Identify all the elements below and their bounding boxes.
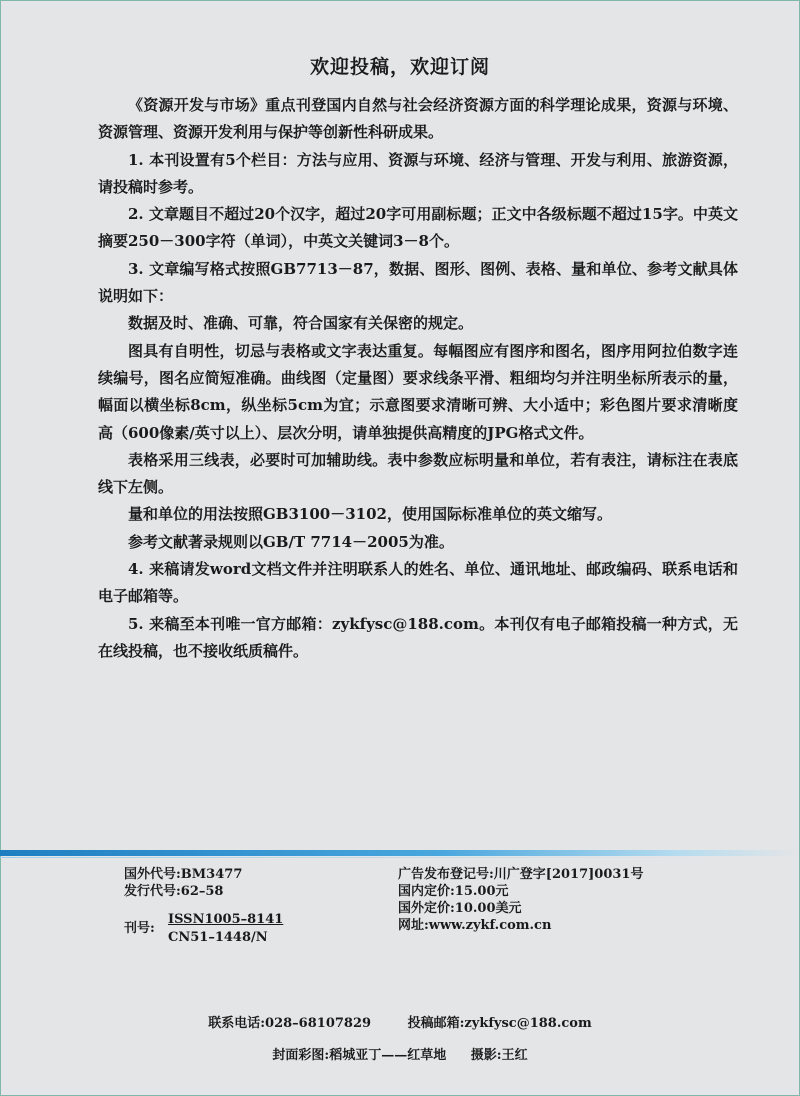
- ad-registration: 广告发布登记号:川广登字[2017]0031号: [398, 867, 644, 882]
- foreign-code: 国外代号:BM3477: [124, 867, 243, 882]
- domestic-price: 国内定价:15.00元: [398, 884, 509, 899]
- footer-divider: [0, 850, 800, 856]
- pricing-block: [398, 866, 643, 934]
- cn-number: CN51–1448/N: [168, 930, 268, 945]
- paragraph-references: 参考文献著录规则以GB/T 7714－2005为准。: [128, 532, 454, 551]
- issn-label: 刊号:: [124, 921, 155, 936]
- contact-email: 投稿邮箱:zykfysc@188.com: [407, 1016, 592, 1031]
- cover-photo-title: 封面彩图:稻城亚丁——红草地: [272, 1048, 447, 1063]
- contact-line: [0, 1012, 800, 1031]
- paragraph-format: 3. 文章编写格式按照GB7713－87，数据、图形、图例、表格、量和单位、参考文献具体说明如下：: [98, 259, 738, 306]
- issn-number: ISSN1005–8141: [168, 912, 284, 927]
- photographer: 摄影:王红: [470, 1048, 528, 1063]
- paragraph-intro: 《资源开发与市场》重点刊登国内自然与社会经济资源方面的科学理论成果，资源与环境、资源管理、资源开发利用与保护等创新性科研成果。: [98, 96, 738, 142]
- paragraph-columns: 1. 本刊设置有5个栏目：方法与应用、资源与环境、经济与管理、开发与利用、旅游资源，请投稿时参考。: [98, 150, 738, 196]
- page-title: 欢迎投稿，欢迎订阅: [309, 56, 490, 78]
- paragraph-title-rules: 2. 文章题目不超过20个汉字，超过20字可用副标题；正文中各级标题不超过15字。中英文摘要250－300字符（单词），中英文关键词3－8个。: [98, 205, 738, 251]
- paragraph-email: 5. 来稿至本刊唯一官方邮箱：zykfysc@188.com。本刊仅有电子邮箱投稿一种方式，无在线投稿，也不接收纸质稿件。: [98, 614, 738, 660]
- cover-credit: [0, 1044, 800, 1063]
- contact-phone: 联系电话:028–68107829: [208, 1016, 372, 1031]
- footer-divider-thin: [0, 857, 800, 858]
- paragraph-units: 量和单位的用法按照GB3100－3102，使用国际标准单位的英文缩写。: [128, 505, 612, 524]
- paragraph-figures: 图具有自明性，切忌与表格或文字表达重复。每幅图应有图序和图名，图序用阿拉伯数字连续编号，图名应简短准确。曲线图（定量图）要求线条平滑、粗细均匀并注明坐标所表示的量，幅面以横坐标8cm，纵坐标5cm为宜；示意图要求清晰可辨、大小适中；彩色图片要求清晰度高（600像素/英寸以上）、层次分明，请单独提供高精度的JPG格式文件。: [98, 341, 738, 442]
- issn-block: [168, 911, 283, 947]
- foreign-price: 国外定价:10.00美元: [398, 901, 522, 916]
- notice-body: [98, 92, 738, 665]
- paragraph-submission: 4. 来稿请发word文档文件并注明联系人的姓名、单位、通讯地址、邮政编码、联系电话和电子邮箱等。: [98, 560, 738, 606]
- website: 网址:www.zykf.com.cn: [398, 918, 552, 933]
- issue-code: 发行代号:62–58: [124, 884, 224, 899]
- paragraph-data: 数据及时、准确、可靠，符合国家有关保密的规定。: [128, 314, 474, 333]
- codes-block: [124, 866, 242, 900]
- paragraph-tables: 表格采用三线表，必要时可加辅助线。表中参数应标明量和单位，若有表注，请标注在表底线下左侧。: [98, 450, 738, 497]
